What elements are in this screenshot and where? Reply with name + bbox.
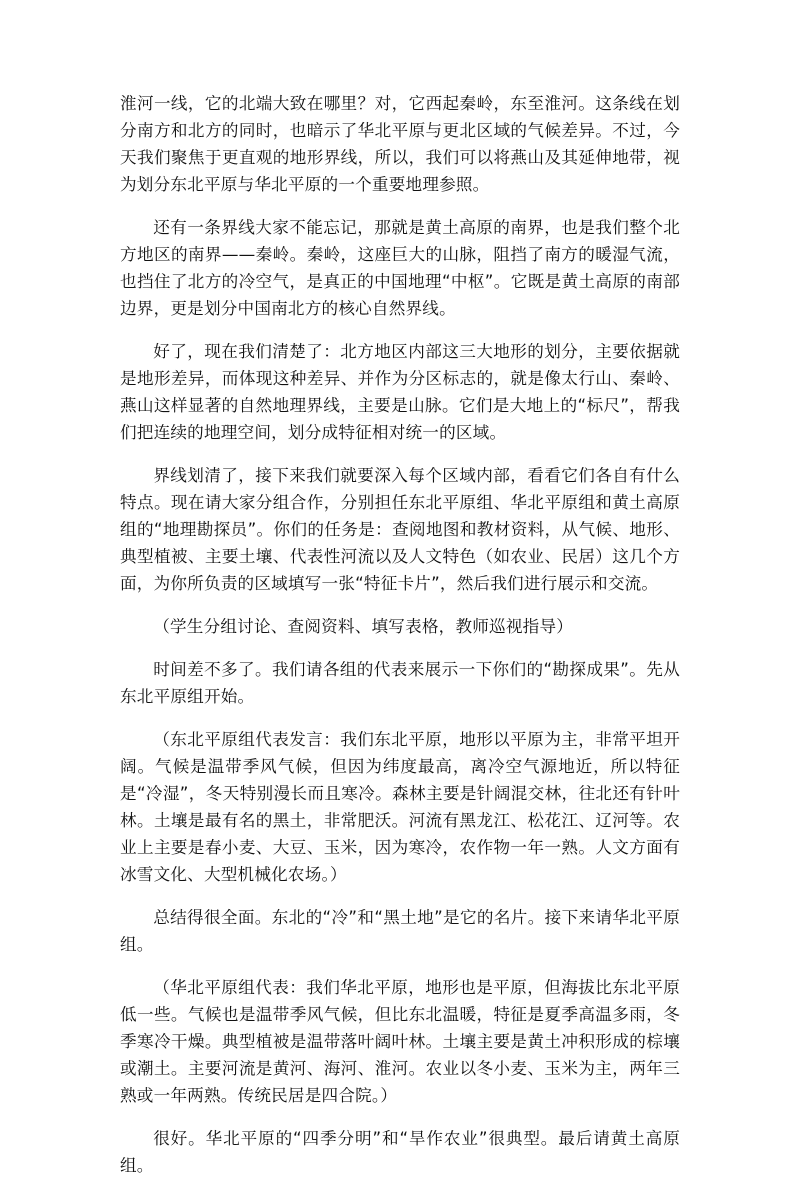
paragraph-5: 时间差不多了。我们请各组的代表来展示一下你们的“勘探成果”。先从东北平原组开始。 — [120, 660, 680, 706]
paragraph-7: 很好。华北平原的“四季分明”和“旱作农业”很典型。最后请黄土高原组。 — [120, 1129, 680, 1175]
north-china-group-speech: （华北平原组代表：我们华北平原，地形也是平原，但海拔比东北平原低一些。气候也是温带季风气候，但比东北温暖，特征是夏季高温多雨，冬季寒冷干燥。典型植被是温带落叶阔叶林。土壤主要是黄土冲积形成的棕壤或潮土。主要河流是黄河、海河、淮河。农业以冬小麦、玉米为主，两年三熟或一年两熟。传统民居是四合院。） — [120, 978, 680, 1105]
paragraph-1: 淮河一线，它的北端大致在哪里？对，它西起秦岭，东至淮河。这条线在划分南方和北方的同时，也暗示了华北平原与更北区域的气候差异。不过，今天我们聚焦于更直观的地形界线，所以，我们可以将燕山及其延伸地带，视为划分东北平原与华北平原的一个重要地理参照。 — [120, 94, 680, 194]
northeast-group-speech: （东北平原组代表发言：我们东北平原，地形以平原为主，非常平坦开阔。气候是温带季风气候，但因为纬度最高，离冷空气源地近，所以特征是“冷湿”，冬天特别漫长而且寒冷。森林主要是针阔混交林，往北还有针叶林。土壤是最有名的黑土，非常肥沃。河流有黑龙江、松花江、辽河等。农业上主要是春小麦、大豆、玉米，因为寒冷，农作物一年一熟。人文方面有冰雪文化、大型机械化农场。） — [120, 730, 680, 884]
paragraph-3: 好了，现在我们清楚了：北方地区内部这三大地形的划分，主要依据就是地形差异，而体现这种差异、并作为分区标志的，就是像太行山、秦岭、燕山这样显著的自然地理界线，主要是山脉。它们是大地上的“标尺”，帮我们把连续的地理空间，划分成特征相对统一的区域。 — [120, 342, 680, 442]
paragraph-2: 还有一条界线大家不能忘记，那就是黄土高原的南界，也是我们整个北方地区的南界——秦岭。秦岭，这座巨大的山脉，阻挡了南方的暖湿气流，也挡住了北方的冷空气，是真正的中国地理“中枢”。它既是黄土高原的南部边界，更是划分中国南北方的核心自然界线。 — [120, 218, 680, 318]
paragraph-6: 总结得很全面。东北的“冷”和“黑土地”是它的名片。接下来请华北平原组。 — [120, 908, 680, 954]
paragraph-4: 界线划清了，接下来我们就要深入每个区域内部，看看它们各自有什么特点。现在请大家分组合作，分别担任东北平原组、华北平原组和黄土高原组的“地理勘探员”。你们的任务是：查阅地图和教材资料，从气候、地形、典型植被、主要土壤、代表性河流以及人文特色（如农业、民居）这几个方面，为你所负责的区域填写一张“特征卡片”，然后我们进行展示和交流。 — [120, 466, 680, 593]
document-body — [120, 90, 680, 1195]
stage-direction-1: （学生分组讨论、查阅资料、填写表格，教师巡视指导） — [153, 617, 574, 636]
